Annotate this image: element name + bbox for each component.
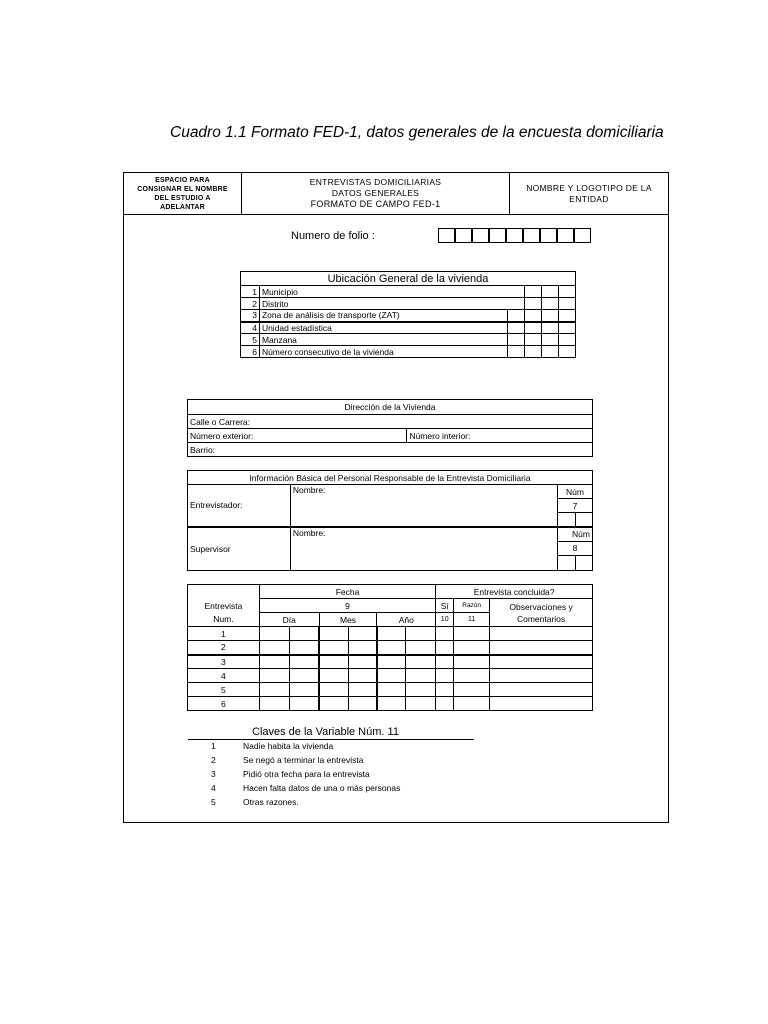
entrevista-entry-cell[interactable] [406, 697, 436, 711]
ubicacion-row-number: 4 [241, 322, 260, 334]
folio-digit-box[interactable] [506, 228, 523, 243]
entrevista-entry-cell[interactable] [377, 669, 406, 683]
entrevistador-num-box[interactable] [558, 513, 576, 527]
entrevista-entry-cell[interactable] [319, 697, 348, 711]
ubicacion-row [241, 334, 576, 346]
header-right-line: NOMBRE Y LOGOTIPO DE LA [526, 182, 652, 193]
entrevista-entry-cell[interactable] [259, 669, 289, 683]
folio-digit-box[interactable] [523, 228, 540, 243]
entrevista-entry-cell[interactable] [454, 683, 490, 697]
ubicacion-row [241, 346, 576, 358]
ubicacion-title: Ubicación General de la vivienda [241, 272, 576, 286]
numero-exterior-field[interactable]: Número exterior: [188, 429, 407, 443]
supervisor-num-box[interactable] [575, 556, 592, 571]
ubicacion-code-box[interactable] [542, 322, 559, 334]
ubicacion-code-box[interactable] [525, 346, 542, 358]
concluida-header: Entrevista concluida? [436, 585, 593, 599]
personal-table [187, 470, 593, 571]
personal-title: Información Básica del Personal Responsable de la Entrevista Domiciliaria [188, 471, 593, 485]
razon-header: Razón [454, 599, 490, 613]
si-header: Sí [436, 599, 454, 613]
dia-header: Día [259, 613, 319, 627]
entrevista-entry-cell[interactable] [348, 641, 377, 655]
entrevista-row [188, 697, 593, 711]
entrevista-row-number: 4 [188, 669, 260, 683]
header-entity-logo-space [509, 172, 669, 215]
folio-digit-box[interactable] [489, 228, 506, 243]
entrevista-entry-cell[interactable] [406, 655, 436, 669]
supervisor-num-label: Núm [558, 527, 593, 542]
claves-underline [188, 739, 474, 740]
claves-title: Claves de la Variable Núm. 11 [252, 726, 399, 738]
entrevista-row-number: 6 [188, 697, 260, 711]
entrevista-entry-cell[interactable] [490, 669, 593, 683]
ubicacion-code-box[interactable] [559, 286, 576, 298]
folio-digit-box[interactable] [540, 228, 557, 243]
entrevista-row-number: 5 [188, 683, 260, 697]
entrevistador-num-box[interactable] [575, 513, 592, 527]
folio-digit-box[interactable] [574, 228, 591, 243]
supervisor-nombre-label: Nombre: [292, 527, 326, 538]
entrevista-entry-cell[interactable] [319, 641, 348, 655]
entrevista-entry-cell[interactable] [490, 641, 593, 655]
entrevistador-nombre-field[interactable] [290, 485, 557, 527]
ubicacion-code-box[interactable] [559, 322, 576, 334]
ubicacion-code-box[interactable] [559, 298, 576, 310]
ubicacion-code-box[interactable] [525, 334, 542, 346]
ubicacion-code-box[interactable] [508, 334, 525, 346]
clave-number: 3 [211, 769, 216, 779]
entrevista-entry-cell[interactable] [319, 627, 348, 641]
folio-digit-box[interactable] [472, 228, 489, 243]
header-center-line: ENTREVISTAS DOMICILIARIAS [309, 177, 442, 187]
entrevista-entry-cell[interactable] [454, 641, 490, 655]
header-form-title [241, 172, 510, 215]
observaciones-header [490, 599, 593, 627]
entrevista-entry-cell[interactable] [259, 655, 289, 669]
ubicacion-code-box[interactable] [525, 310, 542, 322]
entrevista-entry-cell[interactable] [259, 697, 289, 711]
clave-text: Nadie habita la vivienda [243, 741, 334, 751]
ubicacion-row-label: Manzana [259, 334, 507, 346]
ubicacion-row-number: 6 [241, 346, 260, 358]
entrevista-entry-cell[interactable] [377, 683, 406, 697]
ubicacion-row-number: 1 [241, 286, 260, 298]
entrevista-entry-cell[interactable] [377, 627, 406, 641]
razon-var-number: 11 [454, 613, 490, 627]
ubicacion-code-box[interactable] [559, 334, 576, 346]
clave-number: 2 [211, 755, 216, 765]
ubicacion-code-box[interactable] [542, 298, 559, 310]
entrevista-entry-cell[interactable] [377, 697, 406, 711]
ubicacion-code-box[interactable] [559, 346, 576, 358]
fecha-var-number: 9 [259, 599, 435, 613]
ubicacion-code-box[interactable] [525, 322, 542, 334]
si-var-number: 10 [436, 613, 454, 627]
ubicacion-row-label: Municipio [259, 286, 524, 298]
entrevistador-num-label: Núm [558, 485, 593, 499]
entrevista-entry-cell[interactable] [319, 669, 348, 683]
clave-text: Se negó a terminar la entrevista [243, 755, 364, 765]
ubicacion-code-box[interactable] [542, 346, 559, 358]
entrevista-entry-cell[interactable] [348, 697, 377, 711]
entrevista-entry-cell[interactable] [319, 683, 348, 697]
entrevista-entry-cell[interactable] [406, 641, 436, 655]
header-center-line: DATOS GENERALES [331, 188, 420, 198]
entrevista-header-blank [188, 585, 260, 599]
entrevista-entry-cell[interactable] [348, 655, 377, 669]
ubicacion-row-label: Distrito [259, 298, 524, 310]
entrevista-row-number: 1 [188, 627, 260, 641]
entrevista-entry-cell[interactable] [436, 669, 454, 683]
folio-digit-box[interactable] [557, 228, 574, 243]
entrevista-row [188, 683, 593, 697]
entrevistador-label: Entrevistador: [188, 485, 291, 527]
entrevista-entry-cell[interactable] [289, 697, 319, 711]
entrevista-entry-cell[interactable] [259, 683, 289, 697]
entrevista-entry-cell[interactable] [490, 627, 593, 641]
header-left-line: DEL ESTUDIO A [154, 194, 211, 202]
entrevista-row [188, 627, 593, 641]
supervisor-label: Supervisor [188, 527, 291, 571]
clave-number: 5 [211, 797, 216, 807]
entrevistador-num-var: 7 [558, 499, 593, 513]
ubicacion-code-box[interactable] [559, 310, 576, 322]
entrevista-entry-cell[interactable] [454, 669, 490, 683]
clave-number: 4 [211, 783, 216, 793]
folio-digit-box[interactable] [455, 228, 472, 243]
supervisor-num-var: 8 [558, 541, 593, 556]
ubicacion-row-number: 3 [241, 310, 260, 322]
mes-header: Mes [319, 613, 377, 627]
ubicacion-row [241, 286, 576, 298]
header-left-line: ESPACIO PARA [155, 176, 210, 184]
entrevista-entry-cell[interactable] [436, 683, 454, 697]
entrevista-row-number: 3 [188, 655, 260, 669]
ubicacion-row-number: 2 [241, 298, 260, 310]
entrevista-entry-cell[interactable] [490, 655, 593, 669]
observaciones-line-2: Comentarios [516, 613, 566, 624]
ubicacion-code-box[interactable] [542, 286, 559, 298]
entrevista-entry-cell[interactable] [377, 641, 406, 655]
observaciones-line-1: Observaciones y [509, 601, 573, 612]
entrevista-entry-cell[interactable] [454, 697, 490, 711]
entrevista-entry-cell[interactable] [436, 697, 454, 711]
ubicacion-code-box[interactable] [525, 286, 542, 298]
entrevista-entry-cell[interactable] [289, 655, 319, 669]
entrevista-entry-cell[interactable] [348, 627, 377, 641]
ubicacion-code-box[interactable] [508, 310, 525, 322]
entrevista-entry-cell[interactable] [348, 669, 377, 683]
anio-header: Año [377, 613, 436, 627]
clave-text: Otras razones. [243, 797, 299, 807]
ubicacion-row-label: Número consecutivo de la vivienda [259, 346, 507, 358]
header-left-line: CONSIGNAR EL NOMBRE [137, 185, 228, 193]
ubicacion-code-box[interactable] [508, 322, 525, 334]
entrevista-entry-cell[interactable] [259, 627, 289, 641]
header-study-name-space [123, 172, 242, 215]
document-caption: Cuadro 1.1 Formato FED-1, datos generales de la encuesta domiciliaria [170, 124, 664, 141]
ubicacion-code-box[interactable] [508, 346, 525, 358]
entrevista-entry-cell[interactable] [289, 627, 319, 641]
ubicacion-row [241, 298, 576, 310]
entrevista-entry-cell[interactable] [454, 627, 490, 641]
ubicacion-row [241, 310, 576, 322]
entrevista-row [188, 641, 593, 655]
ubicacion-row-label: Zona de análisis de transporte (ZAT) [259, 310, 507, 322]
ubicacion-row [241, 322, 576, 334]
calle-field[interactable]: Calle o Carrera: [188, 415, 593, 429]
entrevista-entry-cell[interactable] [436, 655, 454, 669]
supervisor-nombre-field[interactable] [290, 527, 557, 571]
entrevista-entry-cell[interactable] [490, 697, 593, 711]
entrevistador-nombre-label: Nombre: [292, 485, 326, 495]
entrevista-entry-cell[interactable] [406, 627, 436, 641]
direccion-table [187, 399, 593, 457]
folio-label: Numero de folio : [291, 230, 375, 242]
entrevista-row [188, 655, 593, 669]
clave-text: Hacen falta datos de una o más personas [243, 783, 401, 793]
supervisor-num-box[interactable] [558, 556, 576, 571]
entrevista-row-number: 2 [188, 641, 260, 655]
ubicacion-code-box[interactable] [542, 334, 559, 346]
direccion-title: Dirección de la Vivienda [188, 400, 593, 415]
entrevista-entry-cell[interactable] [436, 641, 454, 655]
ubicacion-code-box[interactable] [525, 298, 542, 310]
numero-interior-field[interactable]: Número interior: [407, 429, 593, 443]
entrevista-entry-cell[interactable] [289, 683, 319, 697]
clave-text: Pidió otra fecha para la entrevista [243, 769, 370, 779]
barrio-field[interactable]: Barrio: [188, 443, 593, 457]
entrevista-entry-cell[interactable] [289, 669, 319, 683]
header-left-line: ADELANTAR [160, 203, 205, 211]
entrevistas-table [187, 584, 593, 711]
entrevista-entry-cell[interactable] [377, 655, 406, 669]
entrevista-entry-cell[interactable] [289, 641, 319, 655]
entrevista-entry-cell[interactable] [319, 655, 348, 669]
ubicacion-row-label: Unidad estadística [259, 322, 507, 334]
entrevista-entry-cell[interactable] [490, 683, 593, 697]
folio-digit-box[interactable] [438, 228, 455, 243]
header-right-line: ENTIDAD [569, 193, 609, 204]
fecha-header: Fecha [259, 585, 435, 599]
clave-number: 1 [211, 741, 216, 751]
entrevista-row [188, 669, 593, 683]
ubicacion-code-box[interactable] [542, 310, 559, 322]
ubicacion-table [240, 271, 576, 358]
entrevista-entry-cell[interactable] [259, 641, 289, 655]
entrevista-header: Entrevista [188, 599, 260, 613]
header-center-line: FORMATO DE CAMPO FED-1 [310, 199, 441, 209]
entrevista-entry-cell[interactable] [436, 627, 454, 641]
entrevista-entry-cell[interactable] [348, 683, 377, 697]
entrevista-entry-cell[interactable] [406, 683, 436, 697]
entrevista-entry-cell[interactable] [454, 655, 490, 669]
ubicacion-row-number: 5 [241, 334, 260, 346]
num-header: Num. [188, 613, 260, 627]
entrevista-entry-cell[interactable] [406, 669, 436, 683]
